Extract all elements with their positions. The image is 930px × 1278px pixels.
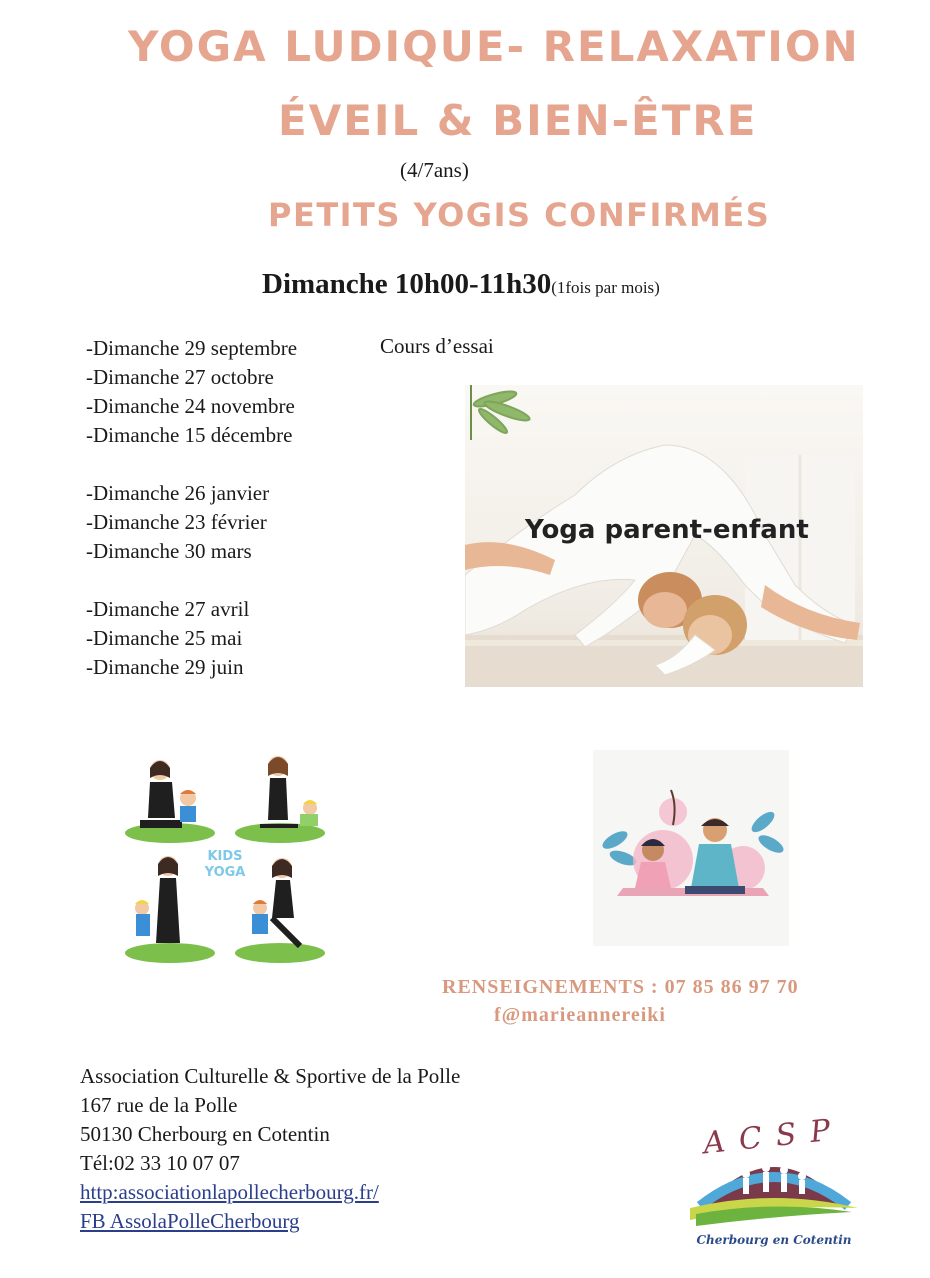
org-name: Association Culturelle & Sportive de la Polle xyxy=(80,1064,461,1088)
schedule-frequency: (1fois par mois) xyxy=(551,278,660,297)
street-address: 167 rue de la Polle xyxy=(80,1093,238,1117)
title-line-2: ÉVEIL & BIEN-ÊTRE xyxy=(278,96,758,145)
facebook-handle: f@marieannereiki xyxy=(494,1004,666,1026)
kids-label-line2: YOGA xyxy=(204,865,246,880)
date-item: -Dimanche 29 juin xyxy=(86,655,244,679)
dates-list xyxy=(86,334,297,682)
parent-child-yoga-photo xyxy=(465,385,863,687)
kids-label-line1: KIDS xyxy=(207,849,243,864)
address-block xyxy=(80,1062,460,1236)
photo-caption: Yoga parent-enfant xyxy=(525,515,809,545)
date-item: -Dimanche 23 février xyxy=(86,510,267,534)
date-item: -Dimanche 27 avril xyxy=(86,597,250,621)
schedule-heading xyxy=(262,268,660,301)
date-item: -Dimanche 25 mai xyxy=(86,626,243,650)
date-item: -Dimanche 29 septembre xyxy=(86,336,298,360)
date-item: -Dimanche 30 mars xyxy=(86,539,252,563)
contact-phone: RENSEIGNEMENTS : 07 85 86 97 70 xyxy=(442,976,799,998)
kids-yoga-figures xyxy=(120,748,340,978)
title-line-3: PETITS YOGIS CONFIRMÉS xyxy=(268,196,771,234)
acsp-tagline: Cherbourg en Cotentin xyxy=(696,1233,852,1247)
age-range: (4/7ans) xyxy=(400,158,469,182)
date-item: -Dimanche 15 décembre xyxy=(86,423,293,447)
telephone: Tél:02 33 10 07 07 xyxy=(80,1151,240,1175)
date-item: -Dimanche 26 janvier xyxy=(86,481,270,505)
city: 50130 Cherbourg en Cotentin xyxy=(80,1122,330,1146)
kids-yoga-illustration xyxy=(120,748,340,978)
acsp-acronym: ACSP xyxy=(701,1111,846,1162)
meditation-figures xyxy=(593,750,789,946)
facebook-page-link[interactable]: FB AssolaPolleCherbourg xyxy=(80,1209,300,1233)
website-link[interactable]: http:associationlapollecherbourg.fr/ xyxy=(80,1180,379,1204)
acsp-logo xyxy=(686,1108,862,1248)
acsp-logo-graphic xyxy=(686,1108,862,1248)
date-item: -Dimanche 27 octobre xyxy=(86,365,274,389)
title-line-1: YOGA LUDIQUE- RELAXATION xyxy=(128,22,860,71)
date-item: -Dimanche 24 novembre xyxy=(86,394,295,418)
schedule-time: Dimanche 10h00-11h30 xyxy=(262,268,552,300)
meditation-illustration xyxy=(593,750,789,946)
trial-class-note: Cours d’essai xyxy=(380,334,494,358)
